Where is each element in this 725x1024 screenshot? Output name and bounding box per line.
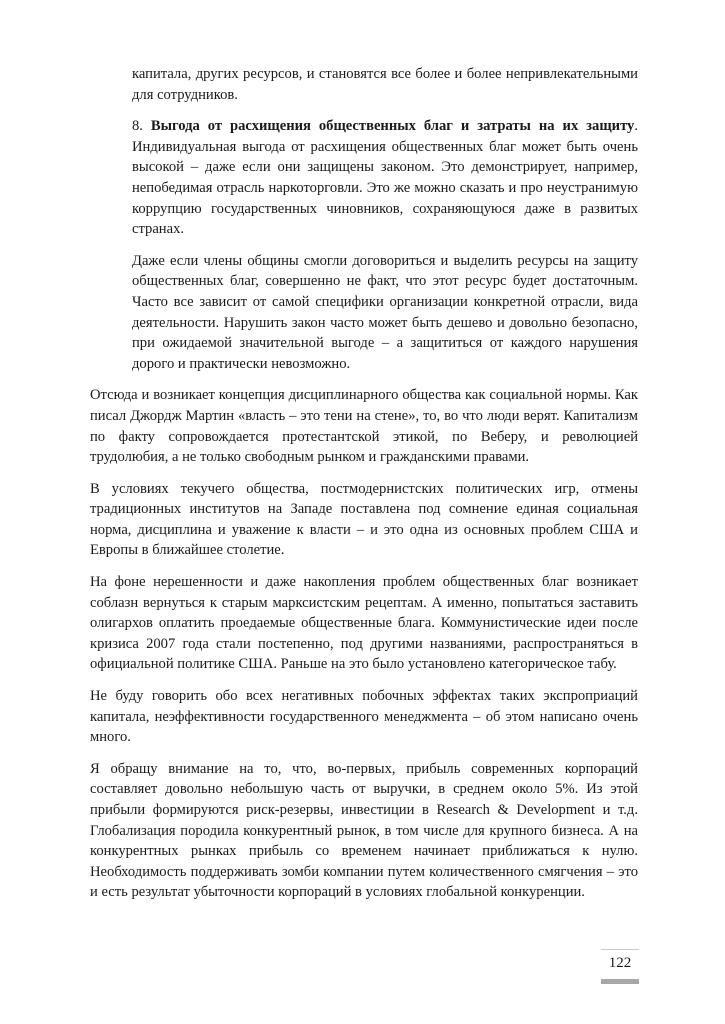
list-item-heading: Выгода от расхищения общественных благ и затраты на их защиту	[150, 118, 635, 135]
paragraph: Отсюда и возникает концепция дисциплинарного общества как социальной нормы. Как писал Джордж Мартин «власть – это тени на стене», то, во что люди верят. Капитализм по факту сопровождается протестантской этикой, по Веберу, и революцией трудолюбия, а не только свободным рынком и гражданскими правами.	[90, 387, 638, 466]
paragraph: Я обращу внимание на то, что, во-первых, прибыль современных корпораций составляет довольно небольшую часть от выручки, в среднем около 5%. Из этой прибыли формируются риск-резервы, инвестиции в Research & Development и т.д. Глобализация породила конкурентный рынок, в том числе для крупного бизнеса. А на конкурентных рынках прибыль со временем начинает приближаться к нулю. Необходимость поддерживать зомби компании путем количественного смягчения – это и есть результат убыточности корпораций в условиях глобальной конкуренции.	[90, 760, 638, 901]
page-number-bar	[601, 979, 639, 984]
paragraph: Не буду говорить обо всех негативных побочных эффектах таких экспроприаций капитала, неэффективности государственного менеджмента – об этом написано очень много.	[90, 688, 638, 746]
paragraph: На фоне нерешенности и даже накопления проблем общественных благ возникает соблазн вернуться к старым марксистским рецептам. А именно, попытаться заставить олигархов оплатить проедаемые общественные блага. Коммунистические идеи после кризиса 2007 года стали постепенно, под другими названиями, распространяться в официальной политике США. Раньше на это было установлено категорическое табу.	[90, 574, 638, 673]
paragraph-continuation: капитала, других ресурсов, и становятся все более и более непривлекательными для сотрудников.	[132, 66, 638, 103]
list-item-number: 8.	[132, 118, 151, 135]
paragraph: Даже если члены общины смогли договориться и выделить ресурсы на защиту общественных благ, совершенно не факт, что этот ресурс будет достаточным. Часто все зависит от самой специфики организации конкретной отрасли, вида деятельности. Нарушить закон часто может быть дешево и довольно безопасно, при ожидаемой значительной выгоде – а защититься от каждого нарушения дорого и практически невозможно.	[132, 252, 638, 372]
page-footer	[601, 949, 639, 984]
paragraph: В условиях текучего общества, постмодернистских политических игр, отмены традиционных институтов на Западе поставлена под сомнение единая социальная норма, дисциплина и уважение к власти – и это одна из основных проблем США и Европы в ближайшее столетие.	[90, 480, 638, 559]
list-item-text: . Индивидуальная выгода от расхищения общественных благ может быть очень высокой – даже если они защищены законом. Это демонстрирует, например, непобедимая отрасль наркоторговли. Это же можно сказать и про неустранимую коррупцию государственных чиновников, сохраняющуюся даже в развитых странах.	[132, 118, 638, 238]
page-body	[90, 64, 638, 914]
indented-list-block	[132, 64, 638, 374]
list-item-8	[132, 116, 638, 240]
page-number: 122	[601, 949, 639, 972]
